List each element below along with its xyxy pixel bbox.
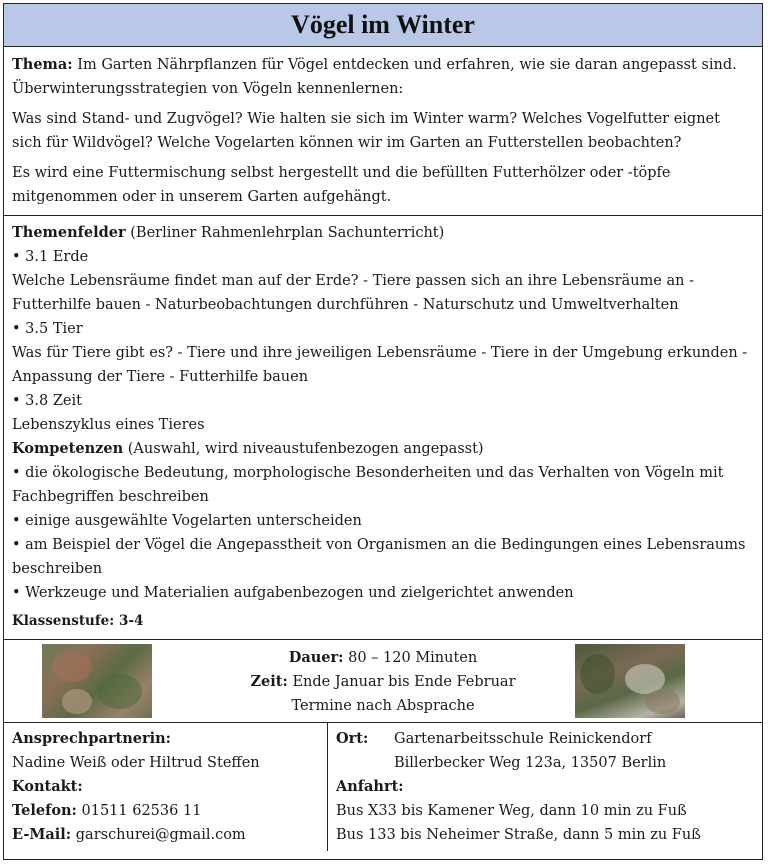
ansprech-value: Nadine Weiß oder Hiltrud Steffen: [12, 755, 260, 771]
thema-paragraph: [12, 53, 754, 101]
zeit-line: [174, 670, 592, 694]
schedule-info: [174, 646, 592, 718]
klassenstufe: Klassenstufe: 3-4: [12, 613, 144, 629]
ort-label: Ort:: [336, 730, 369, 747]
themenfeld-head: • 3.8 Zeit: [12, 393, 82, 409]
ansprech-label: Ansprechpartnerin:: [12, 730, 172, 747]
kompetenzen-heading: [12, 437, 754, 461]
zeit-label: Zeit:: [250, 673, 288, 690]
anfahrt-line-2: Bus 133 bis Neheimer Straße, dann 5 min zu Fuß: [336, 827, 701, 843]
schedule-section: [4, 640, 762, 723]
contact-column: [4, 723, 328, 851]
themenfeld-text: Welche Lebensräume findet man auf der Erde? - Tiere passen sich an ihre Lebensräume an - Futterhilfe bauen - Naturbeobachtungen durchführen - Naturschutz und Umweltverhalten: [12, 273, 694, 313]
kompetenz-item: • die ökologische Bedeutung, morphologische Besonderheiten und das Verhalten von Vögeln mit Fachbegriffen beschreiben: [12, 465, 724, 505]
contact-section: [4, 723, 762, 851]
ort-line-1: Gartenarbeitsschule Reinickendorf: [394, 731, 652, 747]
garden-photo-left: [42, 644, 152, 718]
kompetenzen-label: Kompetenzen: [12, 440, 124, 457]
themenfelder-sub: (Berliner Rahmenlehrplan Sachunterricht): [125, 225, 445, 241]
kompetenz-item: • einige ausgewählte Vogelarten unterscheiden: [12, 513, 362, 529]
kompetenz-item: • am Beispiel der Vögel die Angepasstheit von Organismen an die Bedingungen eines Lebensraums beschreiben: [12, 537, 746, 577]
themenfeld-text: Lebenszyklus eines Tieres: [12, 417, 205, 433]
kompetenz-item: • Werkzeuge und Materialien aufgabenbezogen und zielgerichtet anwenden: [12, 585, 574, 601]
zeit-value: Ende Januar bis Ende Februar: [287, 674, 516, 690]
thema-activity: Es wird eine Futtermischung selbst hergestellt und die befüllten Futterhölzer oder -töpfe mitgenommen oder in unserem Garten aufgehängt.: [12, 165, 671, 205]
page-title: Vögel im Winter: [291, 10, 475, 39]
thema-text-1: Im Garten Nährpflanzen für Vögel entdecken und erfahren, wie sie daran angepasst sind. Überwinterungsstrategien von Vögeln kennenlernen:: [12, 57, 737, 97]
ort-row-2: [336, 751, 754, 775]
dauer-value: 80 – 120 Minuten: [343, 650, 478, 666]
themenfeld-head: • 3.5 Tier: [12, 321, 83, 337]
email-value[interactable]: garschurei@gmail.com: [71, 827, 246, 843]
ort-row: [336, 727, 754, 751]
thema-section: [4, 47, 762, 216]
kompetenzen-sub: (Auswahl, wird niveaustufenbezogen angepasst): [123, 441, 484, 457]
telefon-line: [12, 799, 319, 823]
telefon-label: Telefon:: [12, 802, 77, 819]
email-line: [12, 823, 319, 847]
anfahrt-line-1: Bus X33 bis Kamener Weg, dann 10 min zu Fuß: [336, 803, 687, 819]
info-sheet: [3, 3, 763, 860]
kontakt-label: Kontakt:: [12, 778, 83, 795]
termine-line: Termine nach Absprache: [291, 698, 475, 714]
telefon-value[interactable]: 01511 62536 11: [76, 803, 202, 819]
location-column: [328, 723, 762, 851]
thema-label: Thema:: [12, 56, 73, 73]
thema-questions: Was sind Stand- und Zugvögel? Wie halten sie sich im Winter warm? Welches Vogelfutter eignet sich für Wildvögel? Welche Vogelarten können wir im Garten an Futterstellen beobachten?: [12, 111, 720, 151]
ort-line-2: Billerbecker Weg 123a, 13507 Berlin: [394, 755, 667, 771]
title-bar: [4, 4, 762, 47]
themenfelder-label: Themenfelder: [12, 224, 126, 241]
themenfeld-text: Was für Tiere gibt es? - Tiere und ihre jeweiligen Lebensräume - Tiere in der Umgebung erkunden - Anpassung der Tiere - Futterhilfe bauen: [12, 345, 748, 385]
email-label: E-Mail:: [12, 826, 72, 843]
themenfelder-section: [4, 216, 762, 640]
themenfeld-head: • 3.1 Erde: [12, 249, 89, 265]
anfahrt-label: Anfahrt:: [336, 778, 404, 795]
dauer-label: Dauer:: [288, 649, 344, 666]
dauer-line: [174, 646, 592, 670]
garden-photo-right: [575, 644, 685, 718]
themenfelder-heading: [12, 221, 754, 245]
